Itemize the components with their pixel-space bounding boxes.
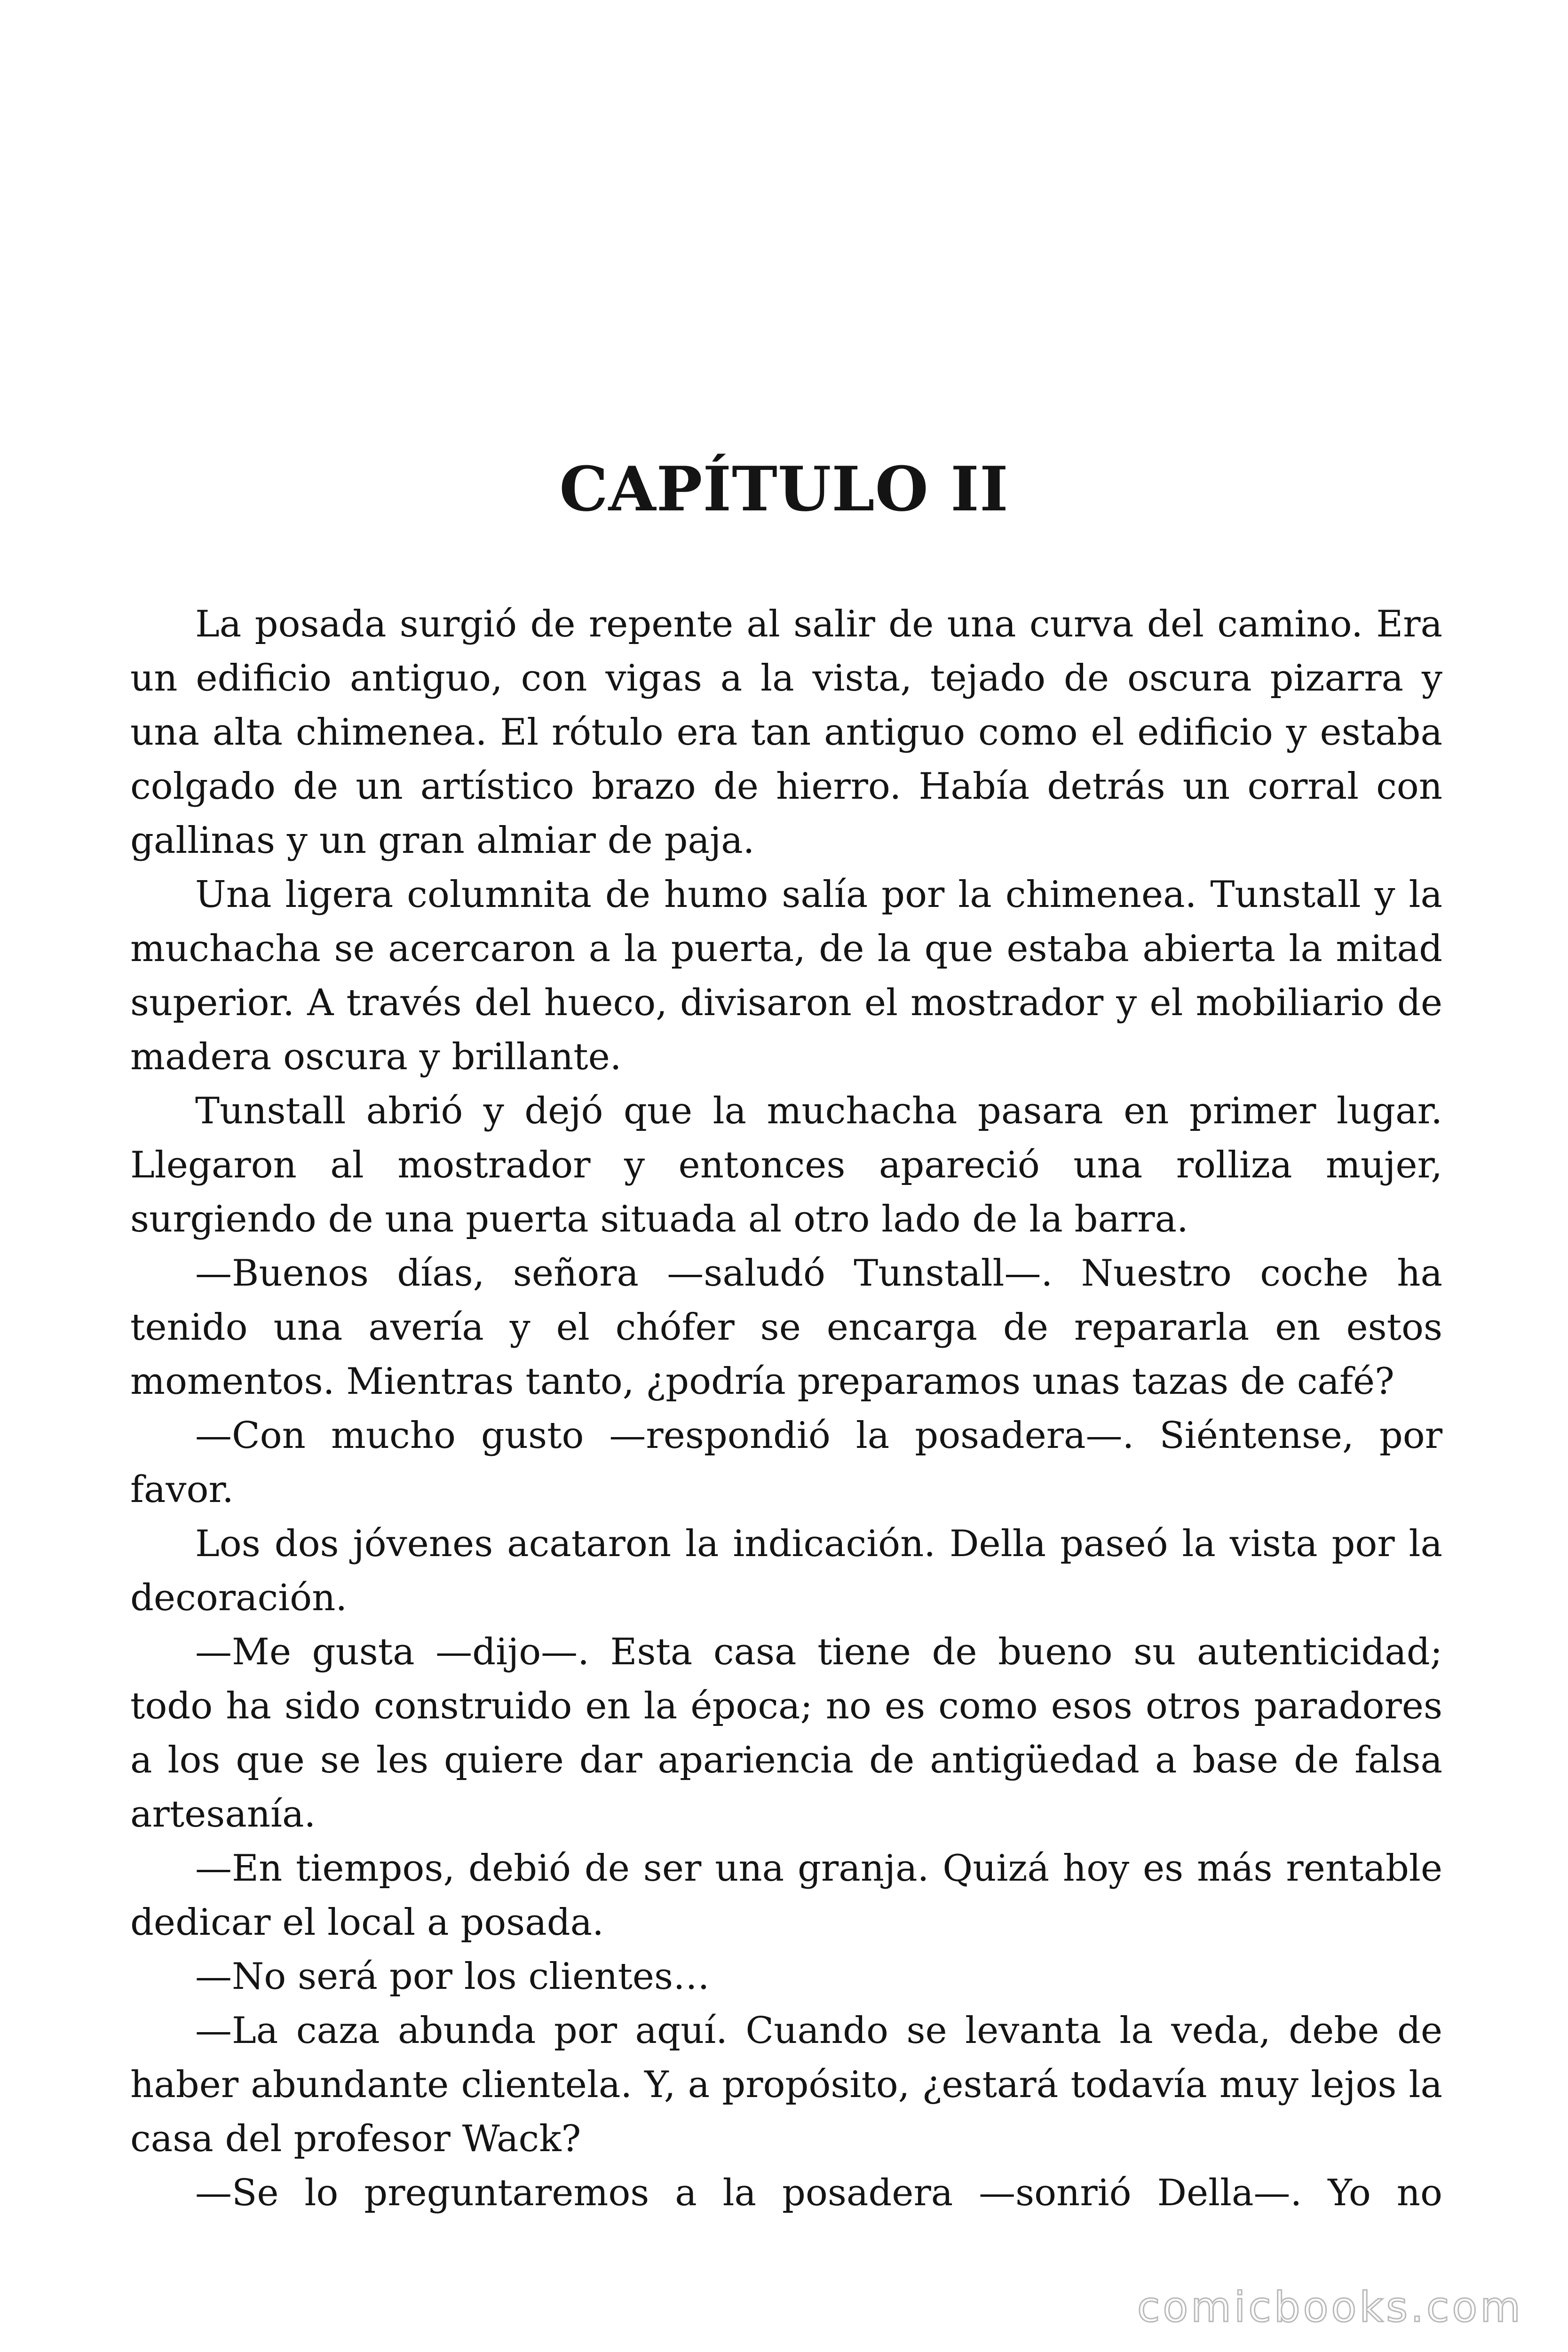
chapter-title: CAPÍTULO II bbox=[559, 453, 1009, 525]
paragraph: —Se lo preguntaremos a la posadera —sonrió Della—. Yo no bbox=[195, 2172, 1442, 2214]
body-text bbox=[130, 597, 1442, 2220]
paragraph: —No será por los clientes… bbox=[195, 1955, 710, 1998]
paragraph: Una ligera columnita de humo salía por la chimenea. Tunstall y la muchacha se acercaron a la puerta, de la que estaba abierta la mitad superior. A través del hueco, divisaron el mostrador y el mobiliario de madera oscura y brillante. bbox=[130, 874, 1442, 1078]
paragraph: Los dos jóvenes acataron la indicación. Della paseó la vista por la decoración. bbox=[130, 1523, 1442, 1619]
paragraph: —Me gusta —dijo—. Esta casa tiene de bueno su autenticidad; todo ha sido construido en la época; no es como esos otros paradores a los que se les quiere dar apariencia de antigüedad a base de falsa artesanía. bbox=[130, 1631, 1442, 1836]
paragraph: —En tiempos, debió de ser una granja. Quizá hoy es más rentable dedicar el local a posada. bbox=[130, 1847, 1442, 1944]
paragraph: Tunstall abrió y dejó que la muchacha pasara en primer lugar. Llegaron al mostrador y entonces apareció una rolliza mujer, surgiendo de una puerta situada al otro lado de la barra. bbox=[130, 1090, 1442, 1240]
paragraph: —Con mucho gusto —respondió la posadera—. Siéntense, por favor. bbox=[130, 1414, 1442, 1511]
paragraph: —La caza abunda por aquí. Cuando se levanta la veda, debe de haber abundante clientela. Y, a propósito, ¿estará todavía muy lejos la casa del profesor Wack? bbox=[130, 2010, 1442, 2160]
watermark: comicbooks.com bbox=[1137, 2283, 1523, 2331]
paragraph: —Buenos días, señora —saludó Tunstall—. Nuestro coche ha tenido una avería y el chófer se encarga de repararla en estos momentos. Mientras tanto, ¿podría preparamos unas tazas de café? bbox=[130, 1252, 1442, 1403]
paragraph: La posada surgió de repente al salir de una curva del camino. Era un edificio antiguo, con vigas a la vista, tejado de oscura pizarra y una alta chimenea. El rótulo era tan antiguo como el edificio y estaba colgado de un artístico brazo de hierro. Había detrás un corral con gallinas y un gran almiar de paja. bbox=[130, 603, 1442, 862]
